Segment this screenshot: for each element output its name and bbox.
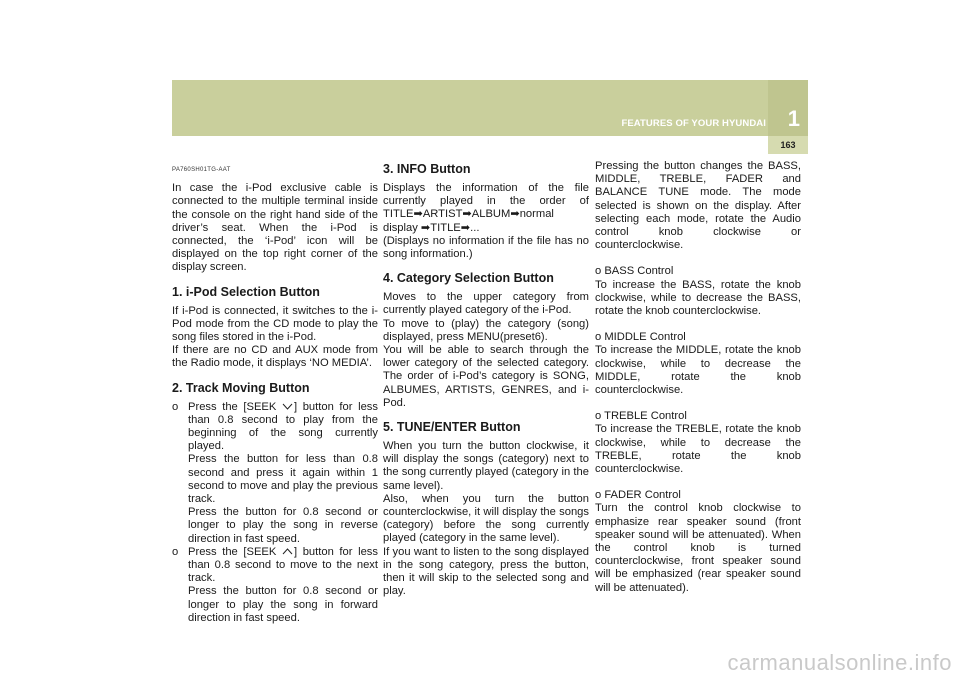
seek-down-text (188, 401, 378, 454)
seek-down-text-2: Press the button for less than 0.8 second and press it again within 1 second to move and play the previous track. (188, 453, 378, 506)
ipod-selection-text-1: If i-Pod is connected, it switches to the i-Pod mode from the CD mode to play the song files stored in the i-Pod. (172, 304, 378, 344)
ipod-selection-text-2: If there are no CD and AUX mode from the Radio mode, it displays ‘NO MEDIA’. (172, 344, 378, 370)
bullet-mark: o (172, 400, 179, 413)
treble-title: o TREBLE Control (595, 410, 687, 423)
heading-track-moving: 2. Track Moving Button (172, 380, 310, 395)
section-title: FEATURES OF YOUR HYUNDAI (621, 118, 766, 129)
info-text-1: Displays the information of the file currently played in the order of TITLE➡ARTIST➡ALBUM➡normal display ➡TITLE➡... (383, 182, 589, 234)
seek-down-pre: Press the [SEEK (188, 400, 282, 413)
heading-tune-enter: 5. TUNE/ENTER Button (383, 420, 521, 435)
seek-up-text (188, 546, 378, 586)
tune-text-2: Also, when you turn the button counterclockwise, it will display the songs (category) before the song currently played (category in the same level). (383, 492, 589, 545)
category-text-3: You will be able to search through the lower category of the selected category. The order of i-Pod’s category is SONG, ALBUMES, ARTISTS, GENRES, and i-Pod. (383, 344, 589, 409)
bullet-seek-up (172, 546, 378, 625)
column-middle (383, 160, 589, 598)
bass-title: o BASS Control (595, 265, 674, 278)
seek-up-post: ] button for less than 0.8 second to move to the next track. (188, 545, 378, 585)
seek-up-text-2: Press the button for 0.8 second or longer to play the song in forward direction in fast speed. (188, 585, 378, 624)
seek-down-post: ] button for less than 0.8 second to play from the beginning of the song currently played. (188, 400, 378, 453)
tone-intro: Pressing the button changes the BASS, MIDDLE, TREBLE, FADER and BALANCE TUNE mode. The mode selected is shown on the display. After selecting each mode, rotate the Audio control knob clockwise or counterclockwise. (595, 160, 801, 252)
spacer (595, 318, 801, 331)
spacer (595, 252, 801, 265)
chevron-up-icon (282, 546, 294, 559)
heading-ipod-selection: 1. i-Pod Selection Button (172, 284, 320, 299)
category-text-2: To move to (play) the category (song) displayed, press MENU(preset6). (383, 317, 589, 343)
middle-text: To increase the MIDDLE, rotate the knob clockwise, while to decrease the MIDDLE, rotate the knob counterclockwise. (595, 344, 801, 397)
column-right (595, 160, 801, 595)
page-number: 163 (768, 136, 808, 154)
watermark: carmanualsonline.info (727, 650, 952, 675)
spacer (595, 397, 801, 410)
fader-text: Turn the control knob clockwise to emphasize rear speaker sound (front speaker sound will be attenuated). When the control knob is turned counterclockwise, front speaker sound will be emphasized (rear speaker sound will be attenuated). (595, 502, 801, 594)
tune-text-3: If you want to listen to the song displayed in the song category, press the button, then it will skip to the selected song and play. (383, 545, 589, 598)
spacer (595, 476, 801, 489)
category-text-1: Moves to the upper category from currently played category of the i-Pod. (383, 291, 589, 317)
heading-info-button: 3. INFO Button (383, 162, 471, 176)
treble-text: To increase the TREBLE, rotate the knob clockwise, while to decrease the TREBLE, rotate the knob counterclockwise. (595, 423, 801, 476)
seek-down-text-3: Press the button for 0.8 second or longer to play the song in reverse direction in fast speed. (188, 506, 378, 545)
tune-text-1: When you turn the button clockwise, it will display the songs (category) next to the song currently played (category in the same level). (383, 440, 589, 492)
chapter-number: 1 (787, 106, 800, 131)
column-left (172, 160, 378, 625)
middle-title: o MIDDLE Control (595, 331, 686, 344)
bullet-mark: o (172, 545, 179, 558)
bullet-seek-down (172, 401, 378, 546)
info-text-2: (Displays no information if the file has no song information.) (383, 234, 589, 261)
fader-title: o FADER Control (595, 489, 681, 502)
document-code: PA760SH01TG-AAT (172, 167, 231, 173)
bass-text: To increase the BASS, rotate the knob clockwise, while to decrease the BASS, rotate the knob counterclockwise. (595, 278, 801, 318)
heading-category-selection: 4. Category Selection Button (383, 271, 554, 286)
seek-up-pre: Press the [SEEK (188, 545, 282, 558)
chevron-down-icon (282, 401, 294, 414)
intro-paragraph: In case the i-Pod exclusive cable is connected to the multiple terminal inside the console on the right hand side of the driver’s seat. When the i-Pod is connected, the ‘i-Pod’ icon will be displayed on the top right corner of the display screen. (172, 182, 378, 274)
